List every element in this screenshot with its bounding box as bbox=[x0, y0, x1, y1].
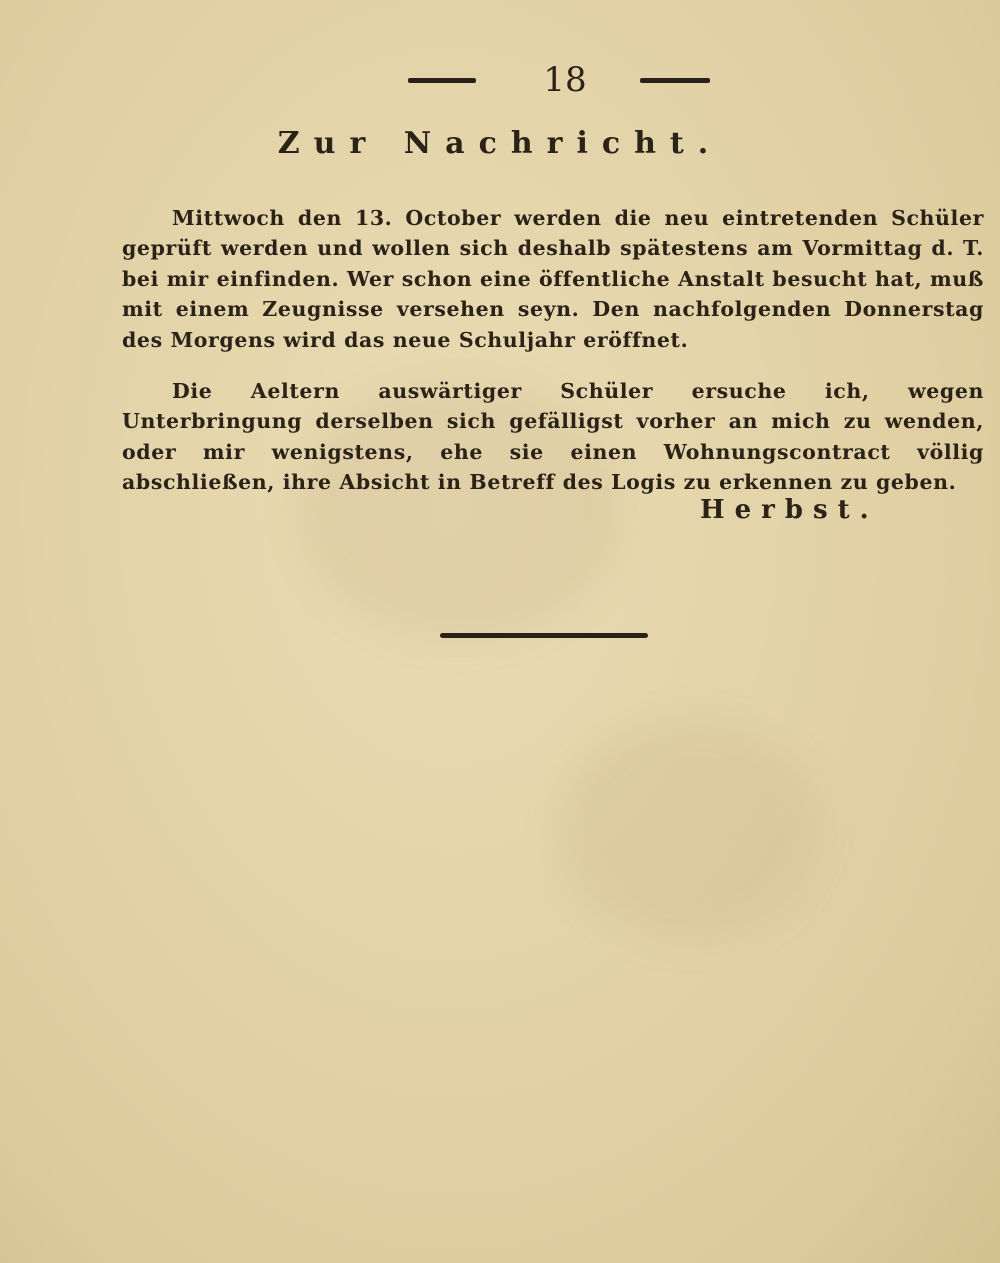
header-rule-right bbox=[640, 78, 710, 83]
section-title: Zur Nachricht. bbox=[277, 126, 723, 161]
page-header bbox=[0, 58, 1000, 102]
page-number: 18 bbox=[543, 60, 587, 100]
paragraph-parents-notice: Die Aeltern auswärtiger Schüler ersuche ich, wegen Unterbringung derselben sich gefälligst vorher an mich zu wenden, oder mir wenigstens, ehe sie einen Wohnungscontract völlig abschließen, ihre Absicht in Betreff des Logis zu erkennen zu geben. bbox=[122, 378, 984, 495]
closing-rule bbox=[440, 633, 648, 638]
paragraph-exam-notice: Mittwoch den 13. October werden die neu eintretenden Schüler geprüft werden und wollen sich deshalb spätestens am Vormittag d. T. bei mir einfinden. Wer schon eine öffentliche Anstalt besucht hat, muß mit einem Zeugnisse versehen seyn. Den nachfolgenden Donnerstag des Morgens wird das neue Schuljahr eröffnet. bbox=[122, 205, 984, 352]
signature: Herbst. bbox=[700, 495, 879, 525]
header-rule-left bbox=[408, 78, 476, 83]
paper-stain bbox=[560, 720, 820, 940]
